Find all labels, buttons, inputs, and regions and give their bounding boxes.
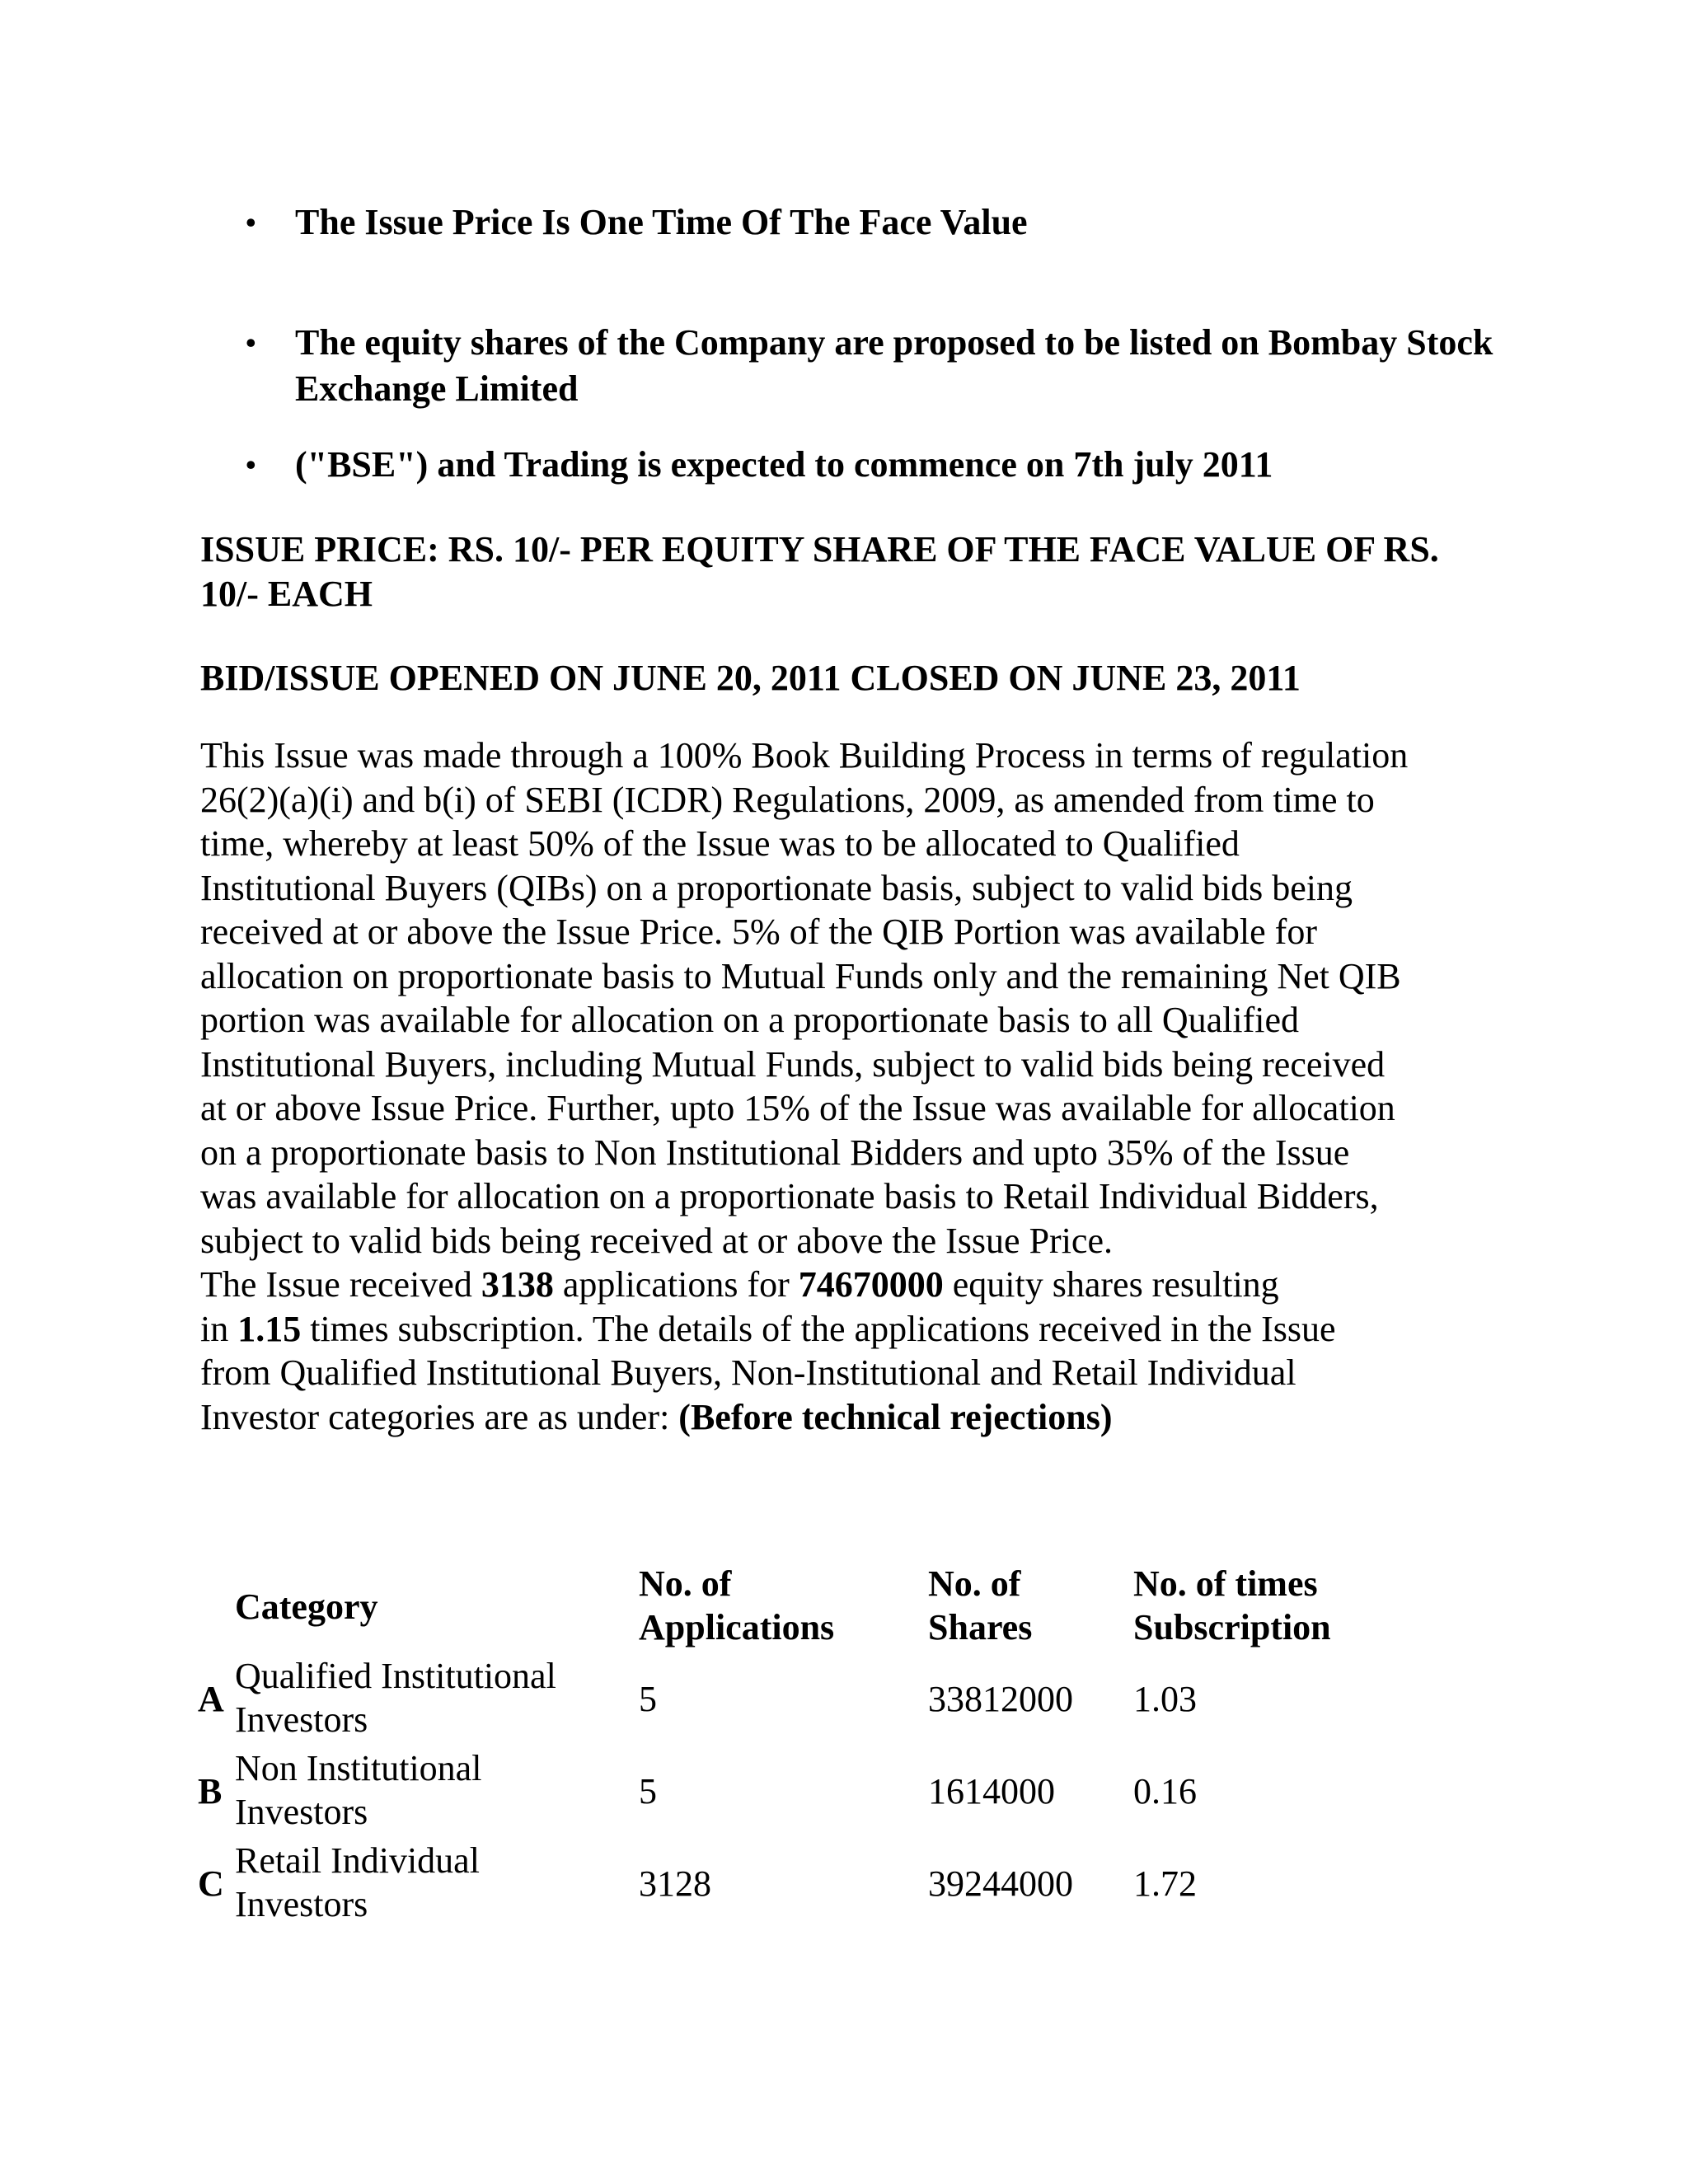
row-category-line2: Investors [235, 1884, 368, 1924]
subscription-line [200, 1307, 1503, 1352]
table-row [190, 1839, 1385, 1931]
header-times [1133, 1562, 1331, 1649]
row-category-line1: Retail Individual [235, 1840, 480, 1881]
bullet-text: The Issue Price Is One Time Of The Face Value [295, 202, 1028, 242]
paragraph-line: Institutional Buyers (QIBs) on a proportionate basis, subject to valid bids being [200, 867, 1353, 908]
categories-prefix: Investor categories are as under: [200, 1396, 679, 1437]
header-shares [928, 1562, 1032, 1649]
received-line [200, 1263, 1503, 1307]
paragraph-line: Institutional Buyers, including Mutual Funds, subject to valid bids being received [200, 1043, 1386, 1085]
row-category [235, 1839, 598, 1926]
paragraph-line: was available for allocation on a proportionate basis to Retail Individual Bidders, [200, 1176, 1379, 1216]
categories-line [200, 1395, 1503, 1440]
total-times: 1.15 [237, 1308, 302, 1349]
issue-price-heading: ISSUE PRICE: RS. 10/- PER EQUITY SHARE OF THE FACE VALUE OF RS. 10/- EACH [200, 529, 1439, 614]
total-applications: 3138 [481, 1264, 554, 1305]
header-times-line2: Subscription [1133, 1607, 1331, 1647]
row-letter: A [198, 1679, 224, 1719]
paragraph-line: allocation on proportionate basis to Mutual Funds only and the remaining Net QIB [200, 955, 1401, 996]
paragraph-line: time, whereby at least 50% of the Issue was to be allocated to Qualified [200, 823, 1240, 864]
row-letter: B [198, 1771, 223, 1811]
paragraph-line: on a proportionate basis to Non Institutional Bidders and upto 35% of the Issue [200, 1132, 1350, 1173]
row-applications: 5 [639, 1679, 657, 1719]
bullet-text: ("BSE") and Trading is expected to commence on 7th july 2011 [295, 444, 1273, 485]
row-category-line1: Non Institutional [235, 1748, 482, 1788]
row-shares: 33812000 [928, 1679, 1073, 1719]
technical-rejections-note: (Before technical rejections) [678, 1396, 1113, 1437]
paragraph-line: received at or above the Issue Price. 5% of the QIB Portion was available for [200, 912, 1317, 952]
paragraph-line: from Qualified Institutional Buyers, Non-Institutional and Retail Individual [200, 1352, 1296, 1393]
issue-description [200, 733, 1503, 1439]
table-row [190, 1654, 1385, 1746]
received-prefix: The Issue received [200, 1264, 481, 1305]
row-applications: 3128 [639, 1863, 711, 1904]
total-shares: 74670000 [798, 1264, 944, 1305]
received-suffix: equity shares resulting [943, 1264, 1279, 1305]
bid-dates-heading: BID/ISSUE OPENED ON JUNE 20, 2011 CLOSED ON JUNE 23, 2011 [200, 658, 1301, 698]
bullet-dot: • [246, 206, 256, 239]
header-applications-line1: No. of [639, 1563, 732, 1604]
header-times-line1: No. of times [1133, 1563, 1318, 1604]
paragraph-line: subject to valid bids being received at or above the Issue Price. [200, 1220, 1113, 1261]
row-shares: 1614000 [928, 1771, 1055, 1811]
bullet-text: The equity shares of the Company are proposed to be listed on Bombay Stock Exchange Limited [295, 322, 1493, 409]
header-category: Category [235, 1586, 378, 1627]
bullet-dot: • [246, 326, 256, 359]
row-applications: 5 [639, 1771, 657, 1811]
paragraph-line: portion was available for allocation on a proportionate basis to all Qualified [200, 1000, 1300, 1040]
row-category [235, 1746, 598, 1834]
row-times: 1.03 [1133, 1679, 1197, 1719]
received-mid: applications for [553, 1264, 799, 1305]
table-row [190, 1746, 1385, 1839]
in-prefix: in [200, 1308, 238, 1349]
row-category-line2: Investors [235, 1699, 368, 1740]
header-applications-line2: Applications [639, 1607, 835, 1647]
header-shares-line1: No. of [928, 1563, 1021, 1604]
paragraph-line: 26(2)(a)(i) and b(i) of SEBI (ICDR) Regulations, 2009, as amended from time to [200, 779, 1375, 820]
paragraph-line: This Issue was made through a 100% Book Building Process in terms of regulation [200, 735, 1409, 776]
row-shares: 39244000 [928, 1863, 1073, 1904]
header-applications [639, 1562, 834, 1649]
row-category-line1: Qualified Institutional [235, 1656, 556, 1696]
row-category [235, 1654, 598, 1741]
header-shares-line2: Shares [928, 1607, 1033, 1647]
paragraph-line: at or above Issue Price. Further, upto 15% of the Issue was available for allocation [200, 1088, 1395, 1128]
in-suffix: times subscription. The details of the applications received in the Issue [301, 1308, 1336, 1349]
row-times: 1.72 [1133, 1863, 1197, 1904]
bullet-dot: • [246, 448, 256, 481]
row-letter: C [198, 1863, 224, 1904]
row-times: 0.16 [1133, 1771, 1197, 1811]
row-category-line2: Investors [235, 1792, 368, 1832]
